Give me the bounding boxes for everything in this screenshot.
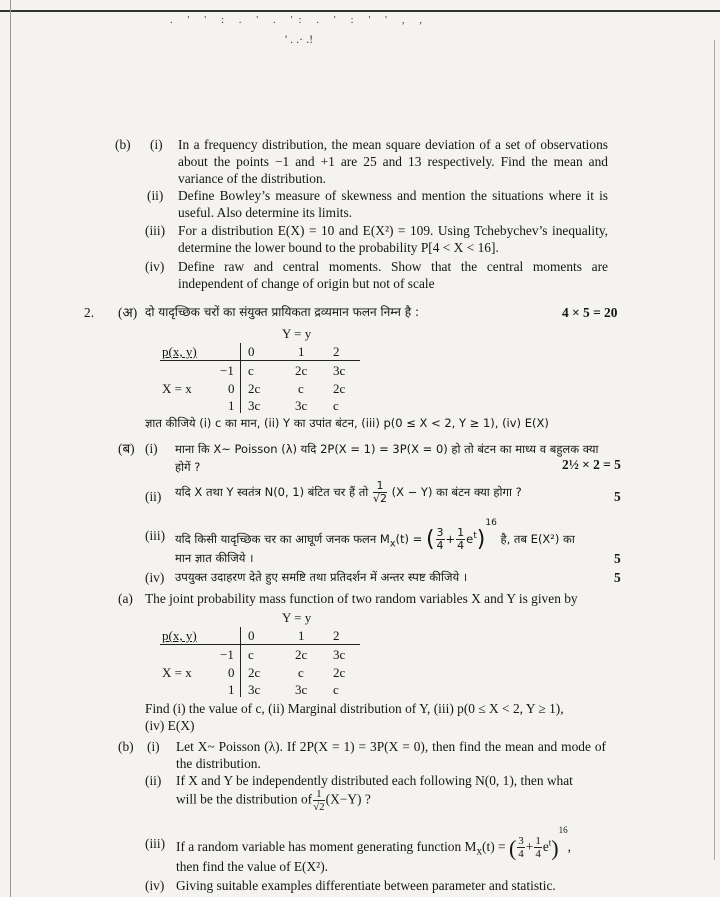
q2-hi-b-ii-pre: यदि X तथा Y स्वतंत्र N(0, 1) बंटित चर हैं तो xyxy=(175,485,369,499)
table-cell: 2c xyxy=(295,363,308,378)
mgf-subscript: x xyxy=(476,845,483,858)
q2-hi-b-ii-number: (ii) xyxy=(145,489,162,504)
mgf-power: 16 xyxy=(485,518,497,528)
q2-hi-b-iii-post: है, तब E(X²) का xyxy=(500,532,575,546)
fraction-one-quarter xyxy=(534,835,542,860)
frac-den: 4 xyxy=(457,539,465,552)
frac-num: 1 xyxy=(313,788,325,801)
fraction-three-quarters xyxy=(436,527,445,552)
table-y-0: 0 xyxy=(248,344,255,359)
table-x-label: X = x xyxy=(162,665,192,680)
q2-hi-b-i-number: (i) xyxy=(145,441,158,456)
q2-hi-b-i-marks: 2½ × 2 = 5 xyxy=(562,457,621,472)
q1b-i-text: In a frequency distribution, the mean square deviation of a set of observations about the points −1 and +1 are 25 and 13 respectively. Find the mean and variance of the distribution. xyxy=(178,137,608,186)
q2-en-b-ii-number: (ii) xyxy=(145,773,162,788)
q2-en-b-iv-text: Giving suitable examples differentiate between parameter and statistic. xyxy=(176,878,556,893)
q2-en-b-ii-post: (X−Y) ? xyxy=(325,791,371,807)
q2-en-b-ii-line2 xyxy=(176,788,371,813)
table-cell: 3c xyxy=(295,398,308,413)
table-cell: 3c xyxy=(248,682,261,697)
table-cell: c xyxy=(248,363,254,378)
table-y-2: 2 xyxy=(333,628,340,643)
q2-hi-a-ask: ज्ञात कीजिये (i) c का मान, (ii) Y का उपांत बंटन, (iii) p(0 ≤ X < 2, Y ≥ 1), (iv) E(X) xyxy=(145,416,549,430)
q2-en-a-text: The joint probability mass function of two random variables X and Y is given by xyxy=(145,591,578,606)
q2-hi-b-label: (ब) xyxy=(118,441,135,456)
frac-den: √2 xyxy=(372,492,387,505)
mgf-paren: (t) = xyxy=(395,532,423,546)
table-y-header: Y = y xyxy=(282,326,312,341)
table-cell: c xyxy=(333,398,339,413)
q2-en-b-iv-number: (iv) xyxy=(145,878,165,893)
fraction-one-over-root2 xyxy=(313,788,325,813)
fraction-one-over-root2 xyxy=(373,480,387,505)
table-cell: 2c xyxy=(248,665,261,680)
right-page-edge xyxy=(714,40,715,860)
q2-hi-a-label: (अ) xyxy=(118,305,138,320)
table-cell: 3c xyxy=(333,363,346,378)
table-y-0: 0 xyxy=(248,628,255,643)
q2-en-b-iii-cont: then find the value of E(X²). xyxy=(176,859,329,874)
scan-specks: . ' ' : . ' . ': . ' : ' ' , , xyxy=(170,14,429,26)
table-row-x: −1 xyxy=(220,363,234,378)
table-rule xyxy=(160,644,360,645)
table-cell: c xyxy=(298,381,304,396)
table-cell: 2c xyxy=(333,665,346,680)
e-superscript: t xyxy=(548,837,552,848)
q2-en-b-i-number: (i) xyxy=(147,739,160,754)
q2-hi-a-text: दो यादृच्छिक चरों का संयुक्त प्रायिकता द्रव्यमान फलन निम्न है : xyxy=(145,305,420,319)
frac-num: 1 xyxy=(535,835,541,848)
table-cell: 2c xyxy=(248,381,261,396)
q2-en-b-ii-pre: will be the distribution of xyxy=(176,791,313,807)
q2-hi-b-ii-marks: 5 xyxy=(614,489,621,504)
table-y-2: 2 xyxy=(333,344,340,359)
left-page-edge xyxy=(10,0,11,897)
frac-den: 4 xyxy=(436,539,444,552)
table-cell: 2c xyxy=(333,381,346,396)
e-superscript: t xyxy=(473,531,477,542)
q2-en-b-ii-text: If X and Y be independently distributed each following N(0, 1), then what xyxy=(176,773,573,788)
q1b-iii-number: (iii) xyxy=(145,223,166,238)
table-cell: 3c xyxy=(295,682,308,697)
q2-hi-b-ii-post: (X − Y) का बंटन क्या होगा ? xyxy=(391,485,522,499)
q2-en-a-ask: Find (i) the value of c, (ii) Marginal distribution of Y, (iii) p(0 ≤ X < 2, Y ≥ 1), xyxy=(145,701,564,716)
table-divider xyxy=(240,627,241,697)
table-cell: 3c xyxy=(333,647,346,662)
frac-den: 4 xyxy=(535,848,541,861)
q1b-iv-text: Define raw and central moments. Show that the central moments are independent of change of origin but not of scale xyxy=(178,259,608,291)
q1b-i-number: (i) xyxy=(150,137,163,152)
table-row-x: 0 xyxy=(228,665,235,680)
q2-hi-b-iii-line: यदि किसी यादृच्छिक चर का आघूर्ण जनक फलन $M_x(t)$ = ( $\frac{3}{4}$ + $\frac{1}{4}$ $e^t)^{16}$ है, तब E(X²) का xyxy=(175,518,575,552)
q2-hi-b-iii-pre: यदि किसी यादृच्छिक चर का आघूर्ण जनक फलन M xyxy=(175,532,390,546)
frac-num: 3 xyxy=(436,526,444,539)
paren-close: ) xyxy=(551,835,559,861)
q2-en-b-label: (b) xyxy=(118,739,134,754)
q2-hi-b-iv-number: (iv) xyxy=(145,570,165,585)
q2-hi-b-iii-number: (iii) xyxy=(145,528,166,543)
q2-hi-b-iii-marks: 5 xyxy=(614,551,621,566)
frac-den: 4 xyxy=(518,848,524,861)
q1b-iii-text: For a distribution E(X) = 10 and E(X²) = 109. Using Tchebychev’s inequality, determine the lower bound to the probability P[4 < X < 16]. xyxy=(178,223,608,255)
mgf-power: 16 xyxy=(558,825,568,835)
mgf-paren: (t) = xyxy=(482,839,506,854)
q2-hi-b-i-text: माना कि X~ Poisson (λ) यदि 2P(X = 1) = 3P(X = 0) हो तो बंटन का माध्य व बहुलक क्या होगें ? xyxy=(175,442,599,474)
q2-number: 2. xyxy=(84,305,95,320)
table-row-x: 1 xyxy=(228,682,235,697)
q1b-iv-number: (iv) xyxy=(145,259,165,274)
q2-hi-b-iv-text: उपयुक्त उदाहरण देते हुए समष्टि तथा प्रतिदर्शन में अन्तर स्पष्ट कीजिये । xyxy=(175,570,468,584)
q2-hi-b-iii-cont: मान ज्ञात कीजिये । xyxy=(175,551,254,565)
q1b-label: (b) xyxy=(115,137,131,152)
scan-specks-2: ' . .· .! xyxy=(285,32,314,46)
q2-en-b-iii-line: If a random variable has moment generating function $M_x(t)$ = ( $\frac{3}{4}$ + $\frac{1}{4}$ $e^t)^{16}$, xyxy=(176,825,571,861)
frac-den: √2 xyxy=(313,801,325,813)
q2-en-b-i-text: Let X~ Poisson (λ). If 2P(X = 1) = 3P(X = 0), then find the mean and mode of the distribution. xyxy=(176,739,606,771)
frac-num: 1 xyxy=(373,480,387,493)
table-cell: c xyxy=(248,647,254,662)
q2-hi-b-iv-marks: 5 xyxy=(614,570,621,585)
table-row-x: 1 xyxy=(228,398,235,413)
fraction-three-quarters xyxy=(517,835,525,860)
q1b-ii-number: (ii) xyxy=(147,188,164,203)
frac-num: 3 xyxy=(518,835,524,848)
paren-close: ) xyxy=(476,527,486,552)
table-cell: c xyxy=(298,665,304,680)
table-divider xyxy=(240,343,241,413)
table-y-1: 1 xyxy=(298,344,305,359)
q2-hi-b-ii-line xyxy=(175,480,522,505)
table-y-header: Y = y xyxy=(282,610,312,625)
mgf-subscript: x xyxy=(389,538,396,550)
q1b-ii-text: Define Bowley’s measure of skewness and mention the situations where it is useful. Also determine its limits. xyxy=(178,188,608,220)
paren-open: ( xyxy=(425,527,435,552)
q2-en-b-iii-pre: If a random variable has moment generating function M xyxy=(176,839,477,854)
table-y-1: 1 xyxy=(298,628,305,643)
frac-num: 1 xyxy=(457,526,465,539)
table-rule xyxy=(160,360,360,361)
table-corner: p(x, y) xyxy=(162,344,197,359)
table-cell: 3c xyxy=(248,398,261,413)
q2-marks: 4 × 5 = 20 xyxy=(562,305,618,320)
table-row-x: −1 xyxy=(220,647,234,662)
table-cell: 2c xyxy=(295,647,308,662)
q2-en-a-ask2: (iv) E(X) xyxy=(145,718,195,733)
e-symbol: e xyxy=(542,839,549,854)
table-row-x: 0 xyxy=(228,381,235,396)
table-x-label: X = x xyxy=(162,381,192,396)
paren-open: ( xyxy=(508,835,517,861)
fraction-one-quarter xyxy=(456,527,465,552)
table-cell: c xyxy=(333,682,339,697)
q2-en-b-iii-number: (iii) xyxy=(145,836,166,851)
table-corner: p(x, y) xyxy=(162,628,197,643)
q2-en-a-label: (a) xyxy=(118,591,133,606)
e-symbol: e xyxy=(466,532,474,546)
